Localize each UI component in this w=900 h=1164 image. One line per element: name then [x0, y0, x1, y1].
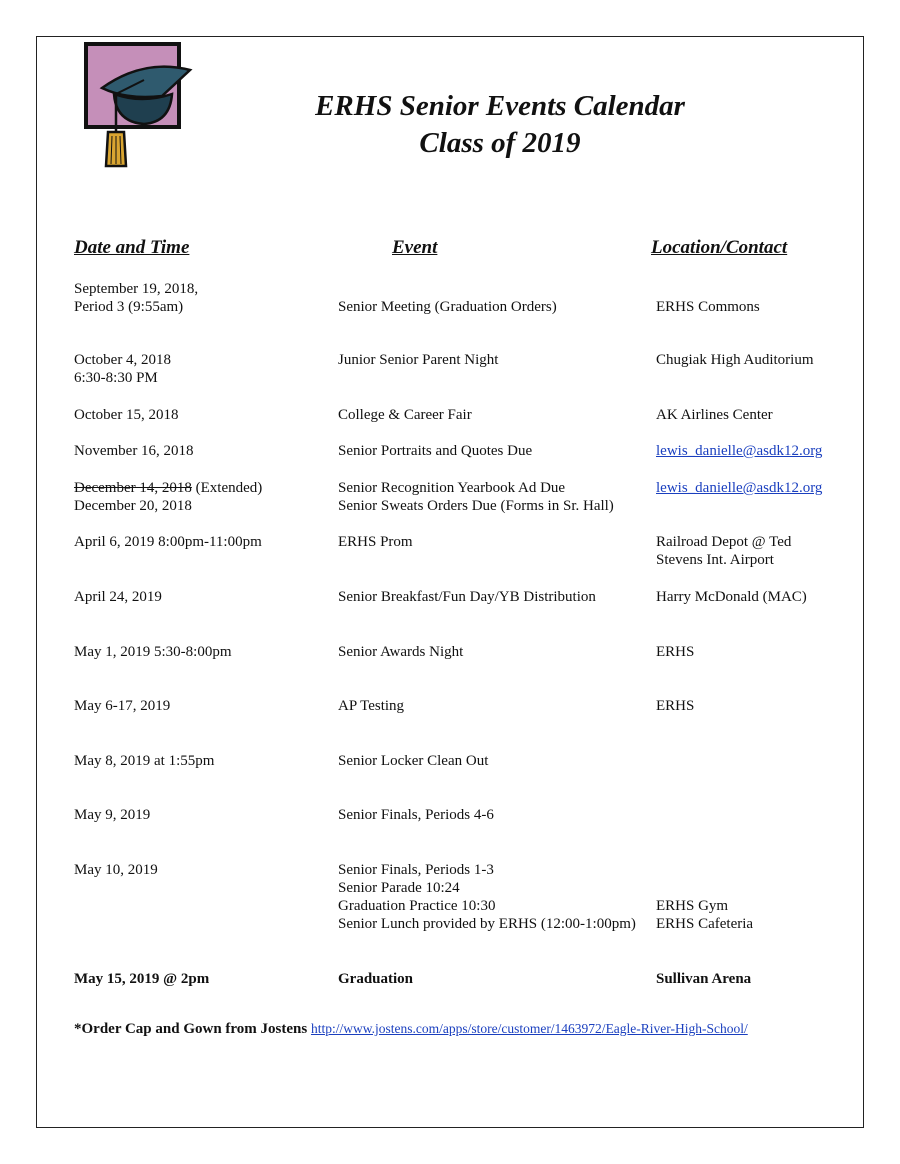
order-note: *Order Cap and Gown from Jostens [74, 1021, 308, 1037]
location-cell [656, 442, 856, 460]
event-cell [338, 806, 653, 824]
location-text: AK Airlines Center [656, 407, 773, 423]
event-cell [338, 298, 653, 316]
location-cell [656, 406, 856, 424]
location-text: ERHS Cafeteria [656, 916, 754, 932]
event-cell [338, 533, 653, 551]
graduation-cap-icon [82, 40, 197, 170]
email-link[interactable]: lewis_danielle@asdk12.org [656, 443, 823, 459]
date-text: September 19, 2018, [74, 281, 199, 297]
event-cell [338, 861, 653, 933]
date-cell [74, 533, 334, 551]
location-cell [656, 298, 856, 316]
date-cell [74, 351, 334, 387]
email-link[interactable]: lewis_danielle@asdk12.org [656, 480, 823, 496]
date-cell [74, 588, 334, 606]
event-text: Senior Locker Clean Out [338, 753, 489, 769]
event-text: Junior Senior Parent Night [338, 352, 499, 368]
date-cell [74, 442, 334, 460]
location-cell [656, 970, 856, 988]
event-cell [338, 351, 653, 369]
event-text: Senior Finals, Periods 1-3 [338, 862, 494, 878]
date-text: October 15, 2018 [74, 407, 179, 423]
event-text: ERHS Prom [338, 534, 413, 550]
event-text: Graduation [338, 971, 414, 987]
date-cell [74, 861, 334, 879]
location-cell [656, 533, 856, 569]
page-subtitle: Class of 2019 [419, 127, 581, 159]
event-text: College & Career Fair [338, 407, 472, 423]
location-cell [656, 351, 856, 369]
struck-date: December 14, 2018 [74, 480, 192, 496]
event-text: Senior Parade 10:24 [338, 880, 460, 896]
date-text: November 16, 2018 [74, 443, 194, 459]
date-text: May 10, 2019 [74, 862, 158, 878]
location-text: Railroad Depot @ Ted [656, 534, 792, 550]
event-text: Senior Awards Night [338, 644, 464, 660]
event-cell [338, 970, 653, 988]
location-text: Harry McDonald (MAC) [656, 589, 807, 605]
column-header-event: Event [392, 237, 438, 258]
location-text: ERHS [656, 698, 695, 714]
event-text: Senior Meeting (Graduation Orders) [338, 299, 557, 315]
event-text: Senior Finals, Periods 4-6 [338, 807, 494, 823]
date-text: May 8, 2019 at 1:55pm [74, 753, 215, 769]
event-text: Senior Breakfast/Fun Day/YB Distribution [338, 589, 596, 605]
date-text: May 6-17, 2019 [74, 698, 171, 714]
event-cell [338, 406, 653, 424]
event-text: Senior Sweats Orders Due (Forms in Sr. Hall) [338, 498, 614, 514]
date-cell [74, 280, 334, 316]
location-text: Stevens Int. Airport [656, 552, 774, 568]
date-text: April 24, 2019 [74, 589, 162, 605]
location-text: ERHS Gym [656, 898, 729, 914]
event-text: AP Testing [338, 698, 405, 714]
location-cell [656, 697, 856, 715]
date-cell [74, 752, 334, 770]
event-cell [338, 643, 653, 661]
event-text: Graduation Practice 10:30 [338, 898, 496, 914]
event-text: Senior Lunch provided by ERHS (12:00-1:00pm) [338, 916, 636, 932]
location-text: Sullivan Arena [656, 971, 752, 987]
page-title: ERHS Senior Events Calendar [315, 90, 685, 122]
event-text: Senior Portraits and Quotes Due [338, 443, 533, 459]
event-cell [338, 752, 653, 770]
location-cell [656, 479, 856, 497]
date-text: October 4, 2018 [74, 352, 172, 368]
location-text: Chugiak High Auditorium [656, 352, 814, 368]
location-cell [656, 588, 856, 606]
date-text: 6:30-8:30 PM [74, 370, 158, 386]
location-text: ERHS Commons [656, 299, 760, 315]
event-cell [338, 588, 653, 606]
date-cell [74, 643, 334, 661]
date-note: (Extended) [191, 480, 263, 496]
location-cell [656, 897, 856, 933]
jostens-link[interactable]: http://www.jostens.com/apps/store/customer/1463972/Eagle-River-High-School/ [310, 1021, 748, 1036]
date-text: May 1, 2019 5:30-8:00pm [74, 644, 232, 660]
date-text: April 6, 2019 8:00pm-11:00pm [74, 534, 262, 550]
event-text: Senior Recognition Yearbook Ad Due [338, 480, 566, 496]
page-border [36, 36, 864, 1128]
date-cell [74, 697, 334, 715]
location-cell [656, 643, 856, 661]
date-cell [74, 406, 334, 424]
location-text: ERHS [656, 644, 695, 660]
date-text: Period 3 (9:55am) [74, 299, 184, 315]
date-cell [74, 806, 334, 824]
date-text [74, 479, 334, 497]
footer-note [74, 1021, 748, 1038]
event-cell [338, 697, 653, 715]
column-header-date: Date and Time [74, 237, 190, 258]
event-cell [338, 442, 653, 460]
date-cell [74, 479, 334, 515]
column-header-location: Location/Contact [651, 237, 788, 258]
date-text: May 15, 2019 @ 2pm [74, 971, 210, 987]
title-block [200, 88, 800, 162]
date-cell [74, 970, 334, 988]
date-text: May 9, 2019 [74, 807, 151, 823]
date-text: December 20, 2018 [74, 498, 192, 514]
event-cell [338, 479, 653, 515]
